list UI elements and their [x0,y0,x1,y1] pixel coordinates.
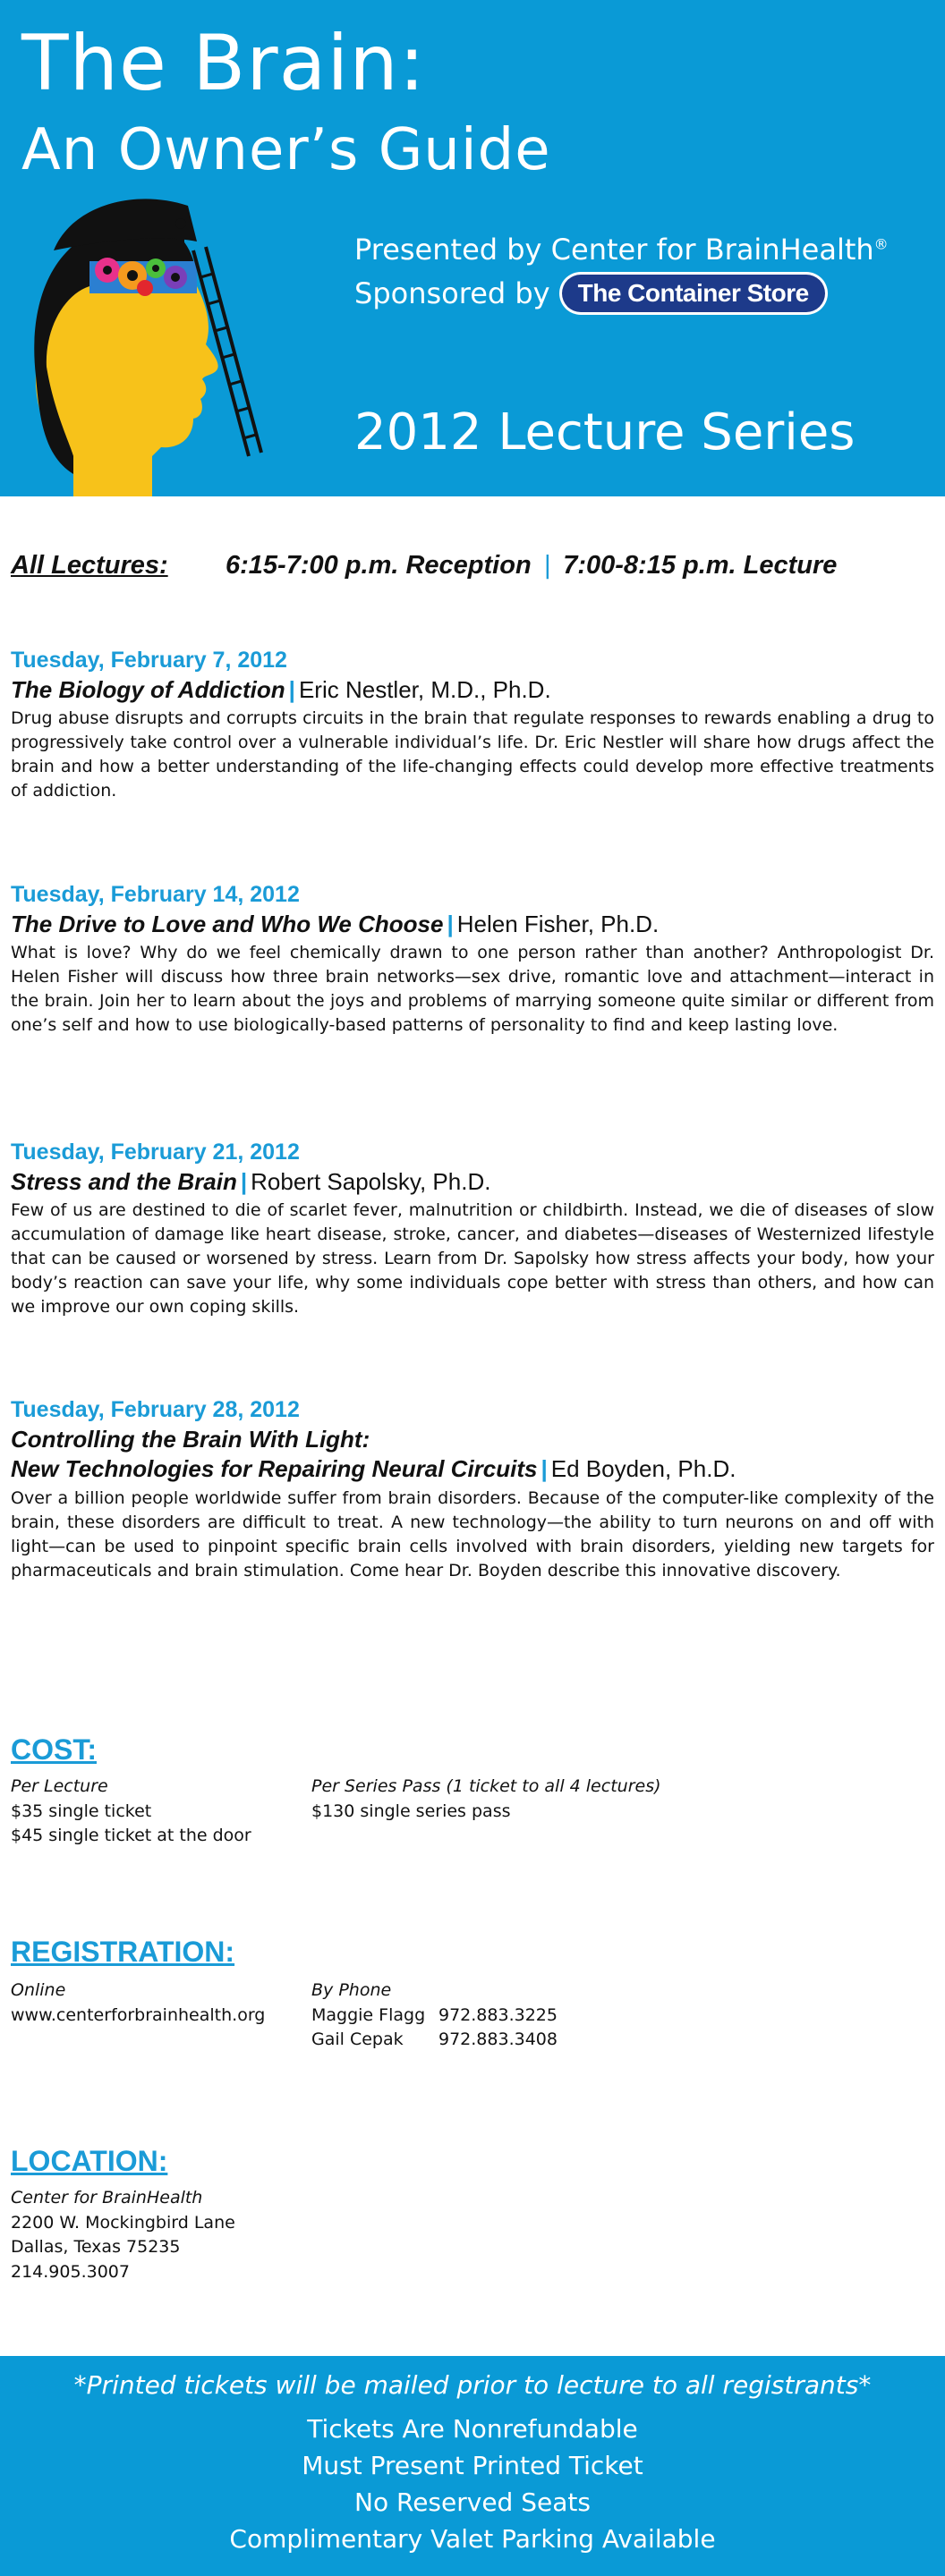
contact-row [311,2004,558,2029]
footer-banner [0,2356,945,2576]
footer-line: Tickets Are Nonrefundable [307,2414,638,2444]
location-phone: 214.905.3007 [11,2261,130,2282]
lecture-title [11,1454,934,1485]
lecture-1 [11,646,934,803]
lecture-speaker: Eric Nestler, M.D., Ph.D. [298,675,551,703]
header-banner [0,0,945,496]
cost-left-label: Per Lecture [11,1776,108,1796]
series-title: 2012 Lecture Series [354,403,856,462]
registration-heading: REGISTRATION: [11,1936,235,1968]
lecture-title-text: The Drive to Love and Who We Choose [11,910,444,937]
lecture-description: Over a billion people worldwide suffer from brain disorders. Because of the computer-like complexity of the brain, these disorders are difficult to treat. A new technology—the ability to turn neurons on and off with light—can be used to pinpoint specific brain cells involved with brain disorders, yielding new targets for pharmaceuticals and brain stimulation. Come hear Dr. Boyden describe this innovative discovery. [11,1488,934,1580]
title-line1: The Brain: [21,19,426,108]
footer-note: *Printed tickets will be mailed prior to lecture to all registrants* [73,2370,872,2400]
phone-label: By Phone [311,1980,392,2000]
lecture-speaker: Robert Sapolsky, Ph.D. [251,1167,491,1195]
lecture-time: 7:00-8:15 p.m. Lecture [563,551,838,580]
presented-by [354,233,889,267]
cost-left-line2: $45 single ticket at the door [11,1826,251,1846]
lecture-speaker: Ed Boyden, Ph.D. [550,1455,736,1483]
location-address [11,2186,235,2284]
cost-right-label: Per Series Pass (1 ticket to all 4 lectures) [311,1776,661,1796]
lecture-4 [11,1395,934,1583]
title-line2: An Owner’s Guide [21,117,551,183]
online-label: Online [11,1980,66,2000]
footer-line: Must Present Printed Ticket [302,2451,643,2480]
lecture-title-line1 [11,1425,934,1455]
cost-heading: COST: [11,1733,97,1766]
contact-name: Maggie Flagg [311,2004,426,2025]
lecture-2 [11,880,934,1038]
location-heading: LOCATION: [11,2145,168,2177]
lecture-date: Tuesday, February 21, 2012 [11,1140,300,1165]
title-separator: | [447,910,454,937]
lecture-title-text: The Biology of Addiction [11,675,285,703]
sponsor-logo-text: The Container Store [562,275,825,312]
cost-left-line1: $35 single ticket [11,1801,152,1821]
registered-mark: ® [873,235,889,253]
location-name: Center for BrainHealth [11,2188,203,2207]
location-city: Dallas, Texas 75235 [11,2237,181,2258]
title-separator: | [541,1455,548,1483]
lecture-3 [11,1138,934,1319]
title-separator: | [288,675,295,703]
lecture-title [11,675,934,706]
lecture-times [11,551,837,580]
lecture-title [11,910,934,940]
title-separator: | [240,1167,248,1195]
contact-phone: 972.883.3408 [438,2029,558,2050]
contact-phone: 972.883.3225 [438,2004,558,2025]
registration-online [11,1979,265,2028]
sponsored-by-text: Sponsored by [354,275,550,310]
registration-url-link[interactable]: www.centerforbrainhealth.org [11,2004,266,2025]
presented-by-text: Presented by Center for BrainHealth [354,233,874,267]
sponsor-logo [559,272,828,315]
lecture-title-text: New Technologies for Repairing Neural Circuits [11,1455,538,1483]
lecture-description: Few of us are destined to die of scarlet fever, malnutrition or childbirth. Instead, we die of diseases of slow accumulation of damage like heart disease, stroke, cancer, and diabetes—diseases of Westernized lifestyle that can be caused or worsened by stress. Learn from Dr. Sapolsky how stress affects your body, how your body’s reaction can save your life, why some individuals cope better with stress than others, and how can we improve our own coping skills. [11,1200,934,1318]
lecture-speaker: Helen Fisher, Ph.D. [456,910,660,937]
times-separator: | [543,551,551,580]
lecture-date: Tuesday, February 14, 2012 [11,882,300,907]
brain-head-illustration [18,188,268,496]
reception-time: 6:15-7:00 p.m. Reception [226,551,532,580]
lecture-date: Tuesday, February 7, 2012 [11,648,287,673]
contact-row [311,2028,558,2053]
footer-line: No Reserved Seats [354,2487,591,2517]
contact-name: Gail Cepak [311,2029,404,2050]
location-street: 2200 W. Mockingbird Lane [11,2212,235,2233]
lecture-title-text: Stress and the Brain [11,1167,237,1195]
footer-line: Complimentary Valet Parking Available [229,2524,716,2554]
cost-right-line1: $130 single series pass [311,1801,511,1821]
registration-phone [311,1979,558,2053]
lecture-description: Drug abuse disrupts and corrupts circuits in the brain that regulate responses to rewards enabling a drug to progressively take control over a vulnerable individual’s life. Dr. Eric Nestler will share how drugs affect the brain and how a better understanding of the life-changing effects could develop more effective treatments of addiction. [11,708,934,801]
cost-per-lecture [11,1775,251,1849]
lecture-description: What is love? Why do we feel chemically drawn to one person rather than another? Anthropologist Dr. Helen Fisher will discuss how three brain networks—sex drive, romantic love and attachment—interact in the brain. Join her to learn about the joys and problems of marrying someone quite similar or different from one’s self and how to use biologically-based patterns of personality to find and keep lasting love. [11,943,934,1036]
lecture-date: Tuesday, February 28, 2012 [11,1397,300,1422]
lecture-title-line1-text: Controlling the Brain With Light: [11,1425,370,1453]
sponsored-by [354,272,828,315]
lecture-title [11,1167,934,1198]
times-label: All Lectures: [11,551,168,580]
cost-series-pass [311,1775,661,1824]
